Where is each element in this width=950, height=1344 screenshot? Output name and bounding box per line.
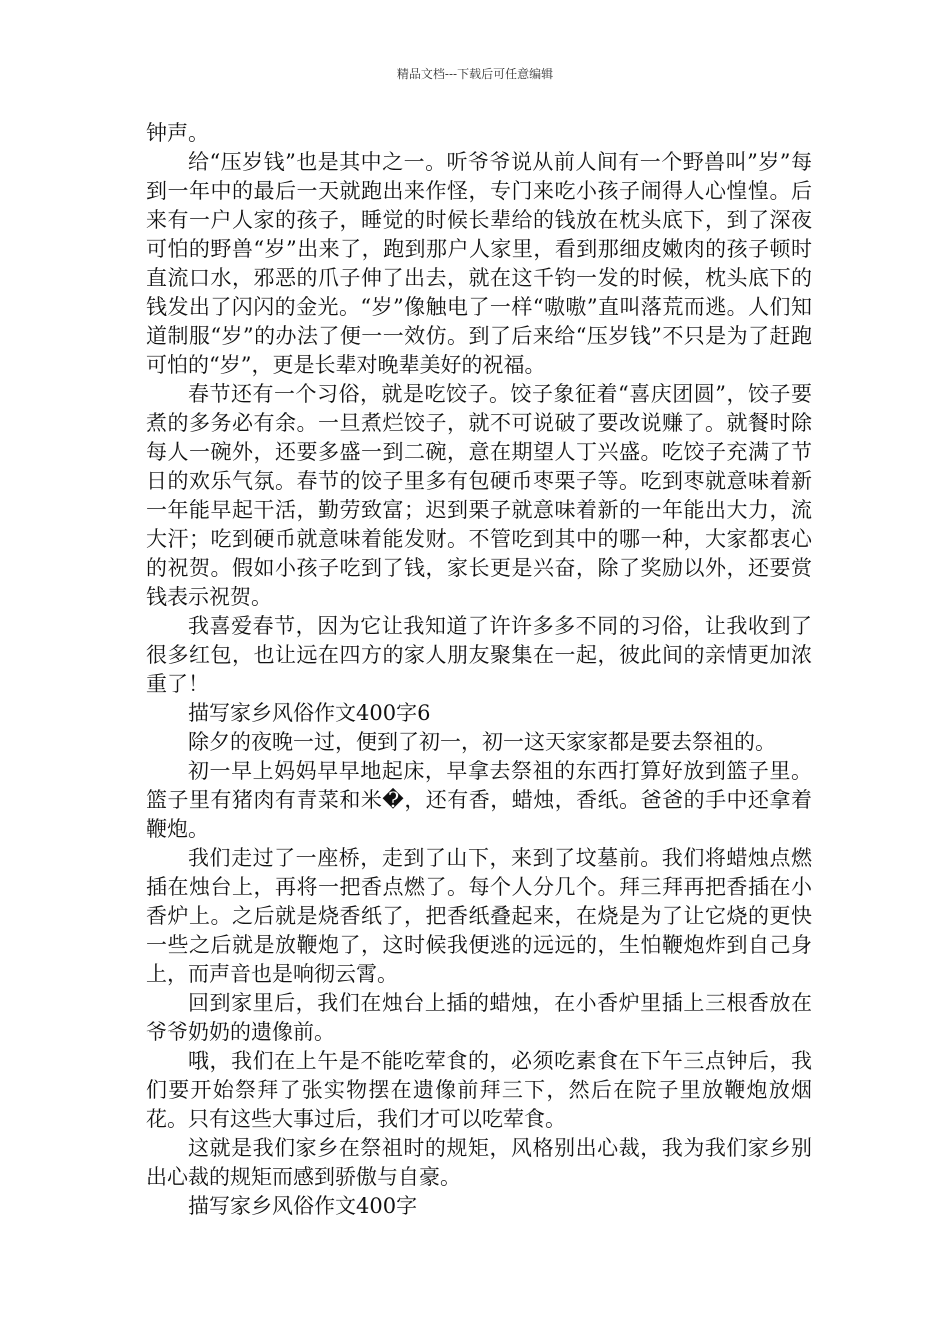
paragraph-vegetarian-food: 哦，我们在上午是不能吃荤食的，必须吃素食在下午三点钟后，我们要开始祭拜了张实物摆在遗像前拜三下，然后在院子里放鞭炮放烟花。只有这些大事过后，我们才可以吃荤食。 [146,1049,812,1131]
paragraph-conclusion: 这就是我们家乡在祭祖时的规矩，风格别出心裁，我为我们家乡别出心裁的规矩而感到骄傲与自豪。 [146,1136,812,1189]
section-heading-essay-6: 描写家乡风俗作文400字6 [188,701,431,725]
paragraph-new-year-day: 除夕的夜晚一过，便到了初一，初一这天家家都是要去祭祖的。 [188,730,776,754]
page-header: 精品文档---下载后可任意编辑 [396,67,554,81]
paragraph-ancestral-tomb: 我们走过了一座桥，走到了山下，来到了坟墓前。我们将蜡烛点燃插在烛台上，再将一把香点燃了。每个人分几个。拜三拜再把香插在小香炉上。之后就是烧香纸了，把香纸叠起来，在烧是为了让它烧的更快一些之后就是放鞭炮了，这时候我便逃的远远的，生怕鞭炮炸到自己身上，而声音也是响彻云霄。 [146,846,812,986]
paragraph-back-home: 回到家里后，我们在烛台上插的蜡烛，在小香炉里插上三根香放在爷爷奶奶的遗像前。 [146,991,812,1044]
paragraph-lucky-money: 给“压岁钱”也是其中之一。听爷爷说从前人间有一个野兽叫”岁”每到一年中的最后一天就跑出来作怪，专门来吃小孩子闹得人心惶惶。后来有一户人家的孩子，睡觉的时候长辈给的钱放在枕头底下，到了深夜可怕的野兽“岁”出来了，跑到那户人家里，看到那细皮嫩肉的孩子顿时直流口水，邪恶的爪子伸了出去，就在这千钧一发的时候，枕头底下的钱发出了闪闪的金光。“岁”像触电了一样“嗷嗷”直叫落荒而逃。人们知道制服“岁”的办法了便一一效仿。到了后来给“压岁钱”不只是为了赶跑可怕的“岁”，更是长辈对晚辈美好的祝福。 [146,150,812,377]
paragraph-continuation: 钟声。 [146,121,209,145]
document-body [146,119,812,1221]
section-heading-essay-next: 描写家乡风俗作文400字 [188,1194,418,1218]
paragraph-love-spring-festival: 我喜爱春节，因为它让我知道了许许多多不同的习俗，让我收到了很多红包，也让远在四方的家人朋友聚集在一起，彼此间的亲情更加浓重了！ [146,614,812,696]
paragraph-dumplings: 春节还有一个习俗，就是吃饺子。饺子象征着“喜庆团圆”，饺子要煮的多务必有余。一旦煮烂饺子，就不可说破了要改说赚了。就餐时除每人一碗外，还要多盛一到二碗，意在期望人丁兴盛。吃饺子充满了节日的欢乐气氛。春节的饺子里多有包硬币枣栗子等。吃到枣就意味着新一年能早起干活，勤劳致富；迟到栗子就意味着新的一年能出大力，流大汗；吃到硬币就意味着能发财。不管吃到其中的哪一种，大家都衷心的祝贺。假如小孩子吃到了钱，家长更是兴奋，除了奖励以外，还要赏钱表示祝贺。 [146,382,812,609]
paragraph-morning-preparation: 初一早上妈妈早早地起床，早拿去祭祖的东西打算好放到篮子里。篮子里有猪肉有青菜和米�，还有香，蜡烛，香纸。爸爸的手中还拿着鞭炮。 [146,759,812,841]
